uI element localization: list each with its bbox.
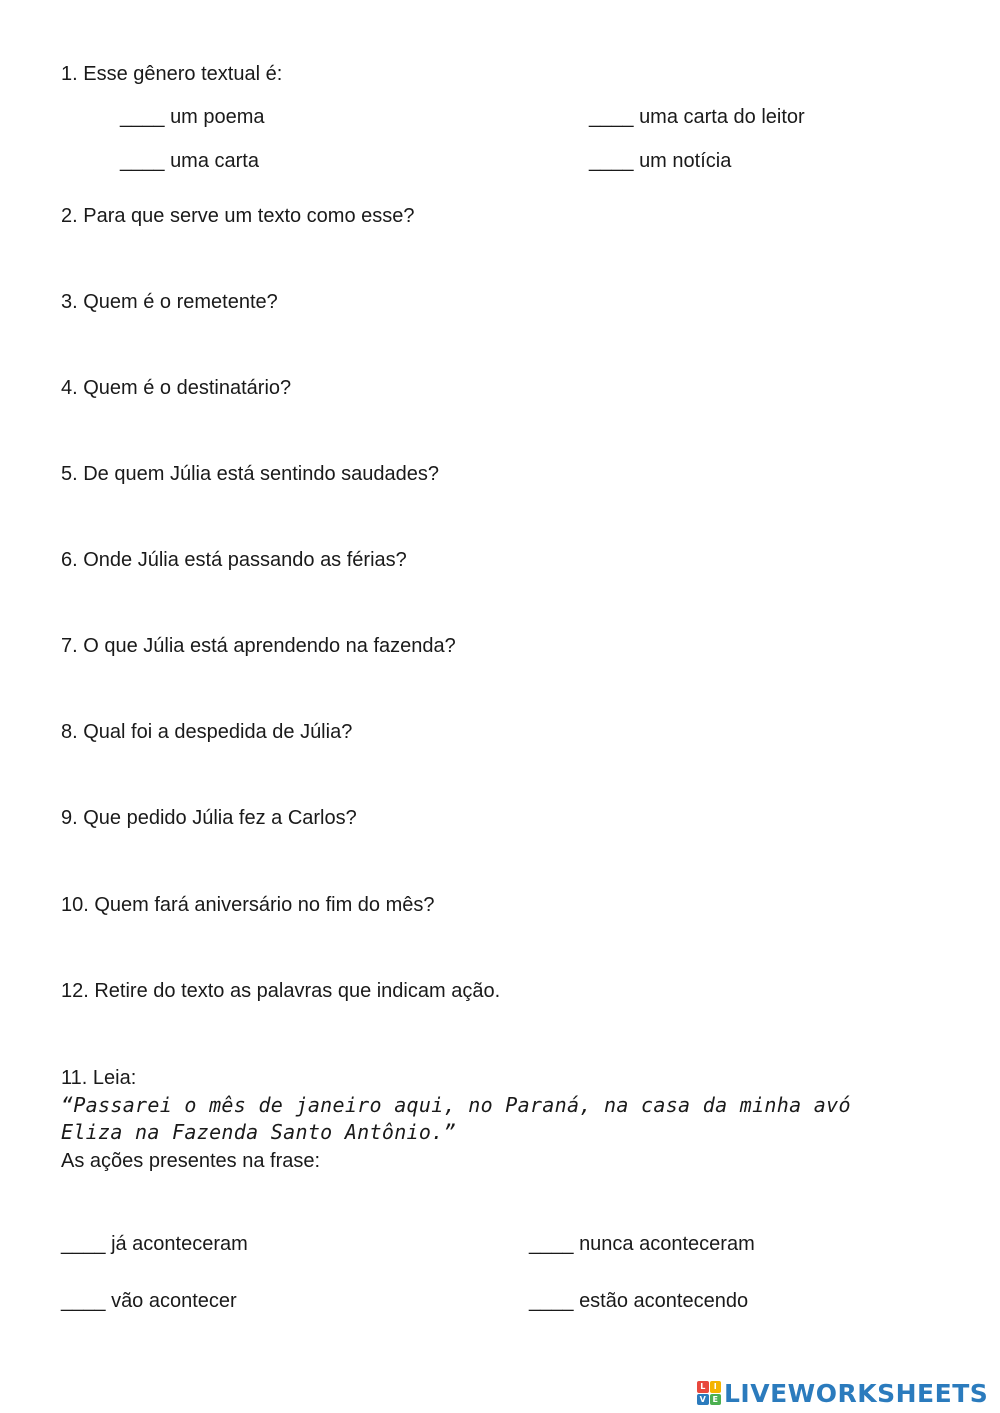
answer-blank[interactable]: ____ (120, 150, 165, 172)
liveworksheets-logo (697, 1378, 988, 1408)
question-12: 12. Retire do texto as palavras que indicam ação. (61, 980, 501, 1002)
option-label: estão acontecendo (579, 1290, 749, 1312)
q1-option-carta-leitor[interactable] (589, 105, 805, 129)
q11-option-nunca-aconteceram[interactable] (529, 1232, 755, 1256)
question-2: 2. Para que serve um texto como esse? (61, 205, 415, 227)
option-label: já aconteceram (111, 1233, 248, 1255)
answer-blank[interactable]: ____ (529, 1290, 574, 1312)
q11-option-ja-aconteceram[interactable] (61, 1232, 248, 1256)
question-7: 7. O que Júlia está aprendendo na fazenda? (61, 635, 456, 657)
q11-option-vao-acontecer[interactable] (61, 1289, 237, 1313)
logo-tile-l: L (697, 1381, 709, 1393)
option-label: um notícia (639, 150, 732, 172)
q1-option-noticia[interactable] (589, 149, 731, 173)
q1-option-carta[interactable] (120, 149, 259, 173)
answer-blank[interactable]: ____ (61, 1233, 106, 1255)
answer-blank[interactable]: ____ (529, 1233, 574, 1255)
quote-line-2: Eliza na Fazenda Santo Antônio.” (61, 1120, 456, 1144)
q11-option-estao-acontecendo[interactable] (529, 1289, 748, 1313)
question-11-prompt: As ações presentes na frase: (61, 1150, 321, 1172)
q1-option-poema[interactable] (120, 105, 265, 129)
answer-blank[interactable]: ____ (120, 106, 165, 128)
option-label: um poema (170, 106, 265, 128)
question-9: 9. Que pedido Júlia fez a Carlos? (61, 807, 357, 829)
option-label: uma carta do leitor (639, 106, 805, 128)
answer-blank[interactable]: ____ (589, 150, 634, 172)
answer-blank[interactable]: ____ (589, 106, 634, 128)
option-label: vão acontecer (111, 1290, 237, 1312)
question-5: 5. De quem Júlia está sentindo saudades? (61, 463, 440, 485)
answer-blank[interactable]: ____ (61, 1290, 106, 1312)
question-1: 1. Esse gênero textual é: (61, 63, 283, 85)
brand-name: LIVEWORKSHEETS (724, 1378, 989, 1408)
question-6: 6. Onde Júlia está passando as férias? (61, 549, 407, 571)
logo-tile-i: I (710, 1381, 722, 1393)
option-label: nunca aconteceram (579, 1233, 755, 1255)
logo-tile-v: V (697, 1394, 709, 1406)
option-label: uma carta (170, 150, 259, 172)
quote-line-1: “Passarei o mês de janeiro aqui, no Paraná, na casa da minha avó (61, 1093, 851, 1117)
question-10: 10. Quem fará aniversário no fim do mês? (61, 894, 435, 916)
question-8: 8. Qual foi a despedida de Júlia? (61, 721, 353, 743)
liveworksheets-icon (697, 1381, 721, 1405)
question-4: 4. Quem é o destinatário? (61, 377, 292, 399)
logo-tile-e: E (710, 1394, 722, 1406)
question-11-label: 11. Leia: (61, 1067, 137, 1089)
question-3: 3. Quem é o remetente? (61, 291, 278, 313)
